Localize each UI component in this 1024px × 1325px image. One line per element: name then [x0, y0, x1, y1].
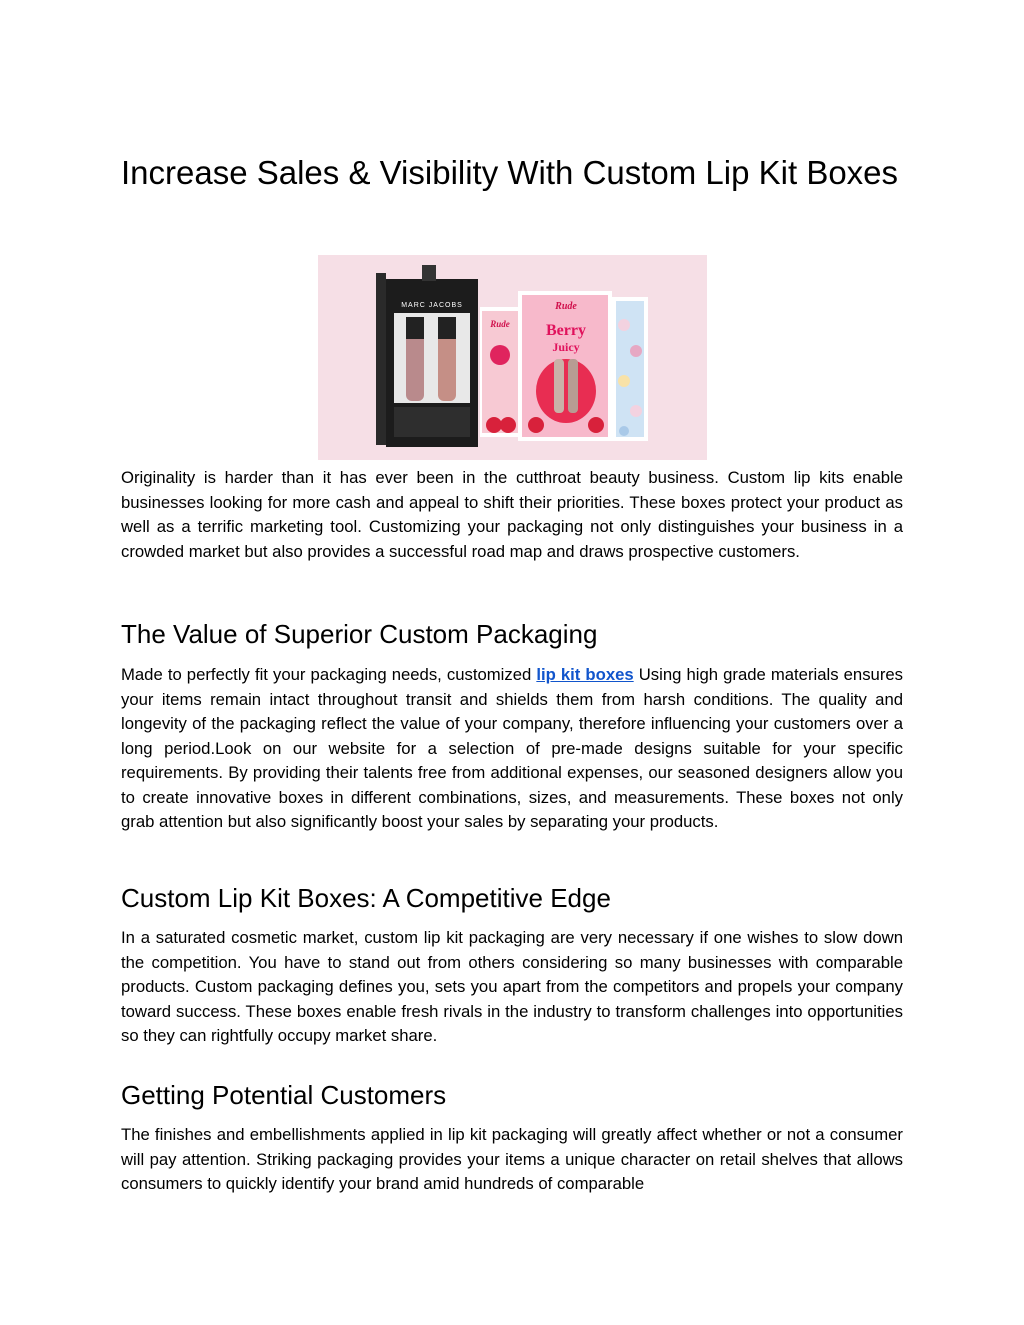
lip-kit-boxes-illustration — [318, 255, 707, 460]
box-text-berry: Berry — [546, 322, 586, 339]
brand-right-small: Rude — [490, 319, 510, 329]
section-competitive-paragraph: In a saturated cosmetic market, custom lip kit packaging are very necessary if one wishes to slow down the competition. You have to stand out from others considering so many businesses with comparable products. Custom packaging defines you, sets you apart from the competitors and propels your company toward success. These boxes enable fresh rivals in the industry to transform challenges into opportunities so they can rightfully occupy market share. — [121, 928, 903, 1045]
brand-left-text: MARC JACOBS — [401, 302, 463, 309]
section-value-text-start: Made to perfectly fit your packaging needs, customized — [121, 665, 537, 684]
product-image — [318, 255, 707, 460]
box-text-juicy: Juicy — [552, 340, 580, 354]
section-heading-customers: Getting Potential Customers — [121, 1080, 447, 1110]
page-title: Increase Sales & Visibility With Custom Lip Kit Boxes — [121, 154, 899, 191]
section-customers-paragraph: The finishes and embellishments applied in lip kit packaging will greatly affect whether or not a consumer will pay attention. Striking packaging provides your items a unique character on retail shelves that allows consumers to quickly identify your brand amid hundreds of comparable — [121, 1125, 903, 1193]
intro-paragraph: Originality is harder than it has ever been in the cutthroat beauty business. Custom lip kits enable businesses looking for more cash and appeal to shift their priorities. These boxes protect your product as well as a terrific marketing tool. Customizing your packaging not only distinguishes your business in a crowded market but also provides a successful road map and draws prospective customers. — [121, 468, 903, 561]
brand-right-large: Rude — [555, 301, 577, 312]
lip-kit-boxes-link[interactable]: lip kit boxes — [536, 665, 634, 684]
section-value-paragraph — [121, 663, 903, 835]
section-heading-value: The Value of Superior Custom Packaging — [121, 619, 598, 649]
section-value-text-end: Using high grade materials ensures your items remain intact throughout transit and shields them from harsh conditions. The quality and longevity of the packaging reflect the value of your company, therefore influencing your customers over a long period.Look on our website for a selection of pre-made designs suitable for your specific requirements. By providing their talents free from additional expenses, our seasoned designers allow you to create innovative boxes in different combinations, sizes, and measurements. These boxes not only grab attention but also significantly boost your sales by separating your products. — [121, 665, 903, 831]
section-heading-competitive: Custom Lip Kit Boxes: A Competitive Edge — [121, 883, 611, 913]
